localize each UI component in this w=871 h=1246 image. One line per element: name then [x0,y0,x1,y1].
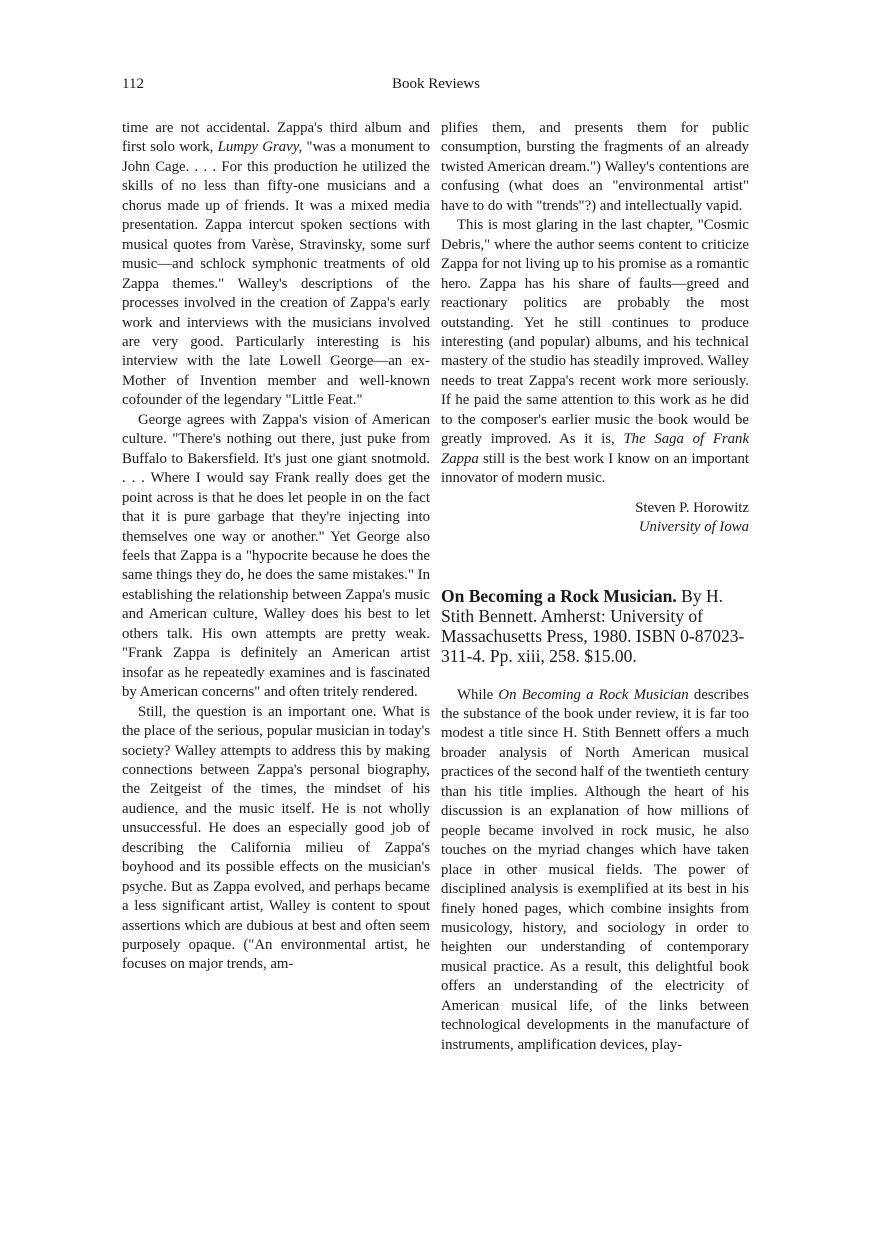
text-run: describes the substance of the book under review, it is far too modest a title since H. Stith Bennett offers a much broader analysis of North American musical practices of the second half of the twentieth century than his title implies. Although the heart of his discussion is an explanation of how millions of people became involved in rock music, he also touches on the myriad changes which have taken place in other musical fields. The power of disciplined analysis is exemplified at its best in his finely honed pages, which combine insights from musicology, history, and sociology in order to heighten our understanding of contemporary musical practice. As a result, this delightful book offers an understanding of the electricity of American musical life, of the links between technological developments in the manufacture of instruments, amplification devices, play- [441,686,749,1053]
reviewer-affiliation: University of Iowa [638,519,749,536]
text-run: still is the best work I know on an important innovator of modern music. [441,450,749,487]
page-number: 112 [122,76,144,92]
book-title: On Becoming a Rock Musician [498,686,689,703]
text-run: time are not accidental. Zappa's third album and first solo work, [122,120,430,156]
review-title: On Becoming a Rock Musician. [441,585,677,606]
review-citation: By H. Stith Bennett. Amherst: University of Massachusetts Press, 1980. ISBN 0-87023-311-4. Pp. xiii, 258. $15.00. [441,585,745,666]
review-body [441,686,749,1056]
book-title: The Saga of Frank Zappa [441,431,750,467]
paragraph [441,216,749,488]
review-heading [441,586,749,666]
text-run: "was a monument to John Cage. . . . For this production he utilized the skills of no less than fifty-one musicians and a chorus made up of friends. It was a mixed media presentation. Zappa intercut spoken sections with musical quotes from Varèse, Stravinsky, some surf music—and schlock symphonic treatments of old Zappa themes." Walley's descriptions of the processes involved in the creation of Zappa's early work and interviews with the musicians involved are very good. Particularly interesting is his interview with the late Lowell George—an ex-Mother of Invention member and well-known cofounder of the legendary "Little Feat." [122,139,430,409]
page-header [122,76,750,98]
paragraph [441,686,749,1056]
right-column [441,119,749,1055]
left-column [122,119,430,975]
text-run: While [457,686,499,703]
text-run: This is most glaring in the last chapter, "Cosmic Debris," where the author seems content to criticize Zappa for not living up to his promise as a romantic hero. Zappa has his share of faults—greed and reactionary politics are probably the most outstanding. Yet he still continues to produce interesting (and popular) albums, and his technical mastery of the studio has steadily improved. Walley needs to treat Zappa's recent work more seriously. If he paid the same attention to this work as he did to the composer's earlier music the book would be greatly improved. As it is, [441,217,749,448]
paragraph: plifies them, and presents them for public consumption, bursting the fragments of an already twisted American dream.") Walley's contentions are confusing (what does an "environmental artist" have to do with "trends"?) and intellectually vapid. [441,120,749,214]
paragraph: George agrees with Zappa's vision of American culture. "There's nothing out there, just puke from Buffalo to Bakersfield. It's just one giant snotmold. . . . Where I would say Frank really does get the point across is that he does let people in on the fact that it is pure garbage that they're injecting into themselves one way or another." Yet George also feels that Zappa is a "hypocrite because he does the same things they do, he does the same mistakes." In establishing the relationship between Zappa's music and American culture, Walley does his best to let others talk. His own attempts are pretty weak. "Frank Zappa is definitely an American artist insofar as he repeatedly examines and is fascinated by American concerns" and often tritely rendered. [122,411,430,701]
running-head: Book Reviews [392,76,480,92]
paragraph [122,119,430,411]
reviewer-name: Steven P. Horowitz [635,499,749,516]
album-title: Lumpy Gravy, [217,139,303,156]
paragraph: Still, the question is an important one. What is the place of the serious, popular musician in today's society? Walley attempts to address this by making connections between Zappa's personal biography, the Zeitgeist of the times, the mindset of his audience, and the music itself. He is not wholly unsuccessful. He does an especially good job of describing the California milieu of Zappa's boyhood and its possible effects on the musician's psyche. But as Zappa evolved, and perhaps became a less significant artist, Walley is content to spout assertions which are dubious at best and often seem purposely opaque. ("An environmental artist, he focuses on major trends, am- [122,703,430,973]
reviewer-signature [441,499,749,538]
